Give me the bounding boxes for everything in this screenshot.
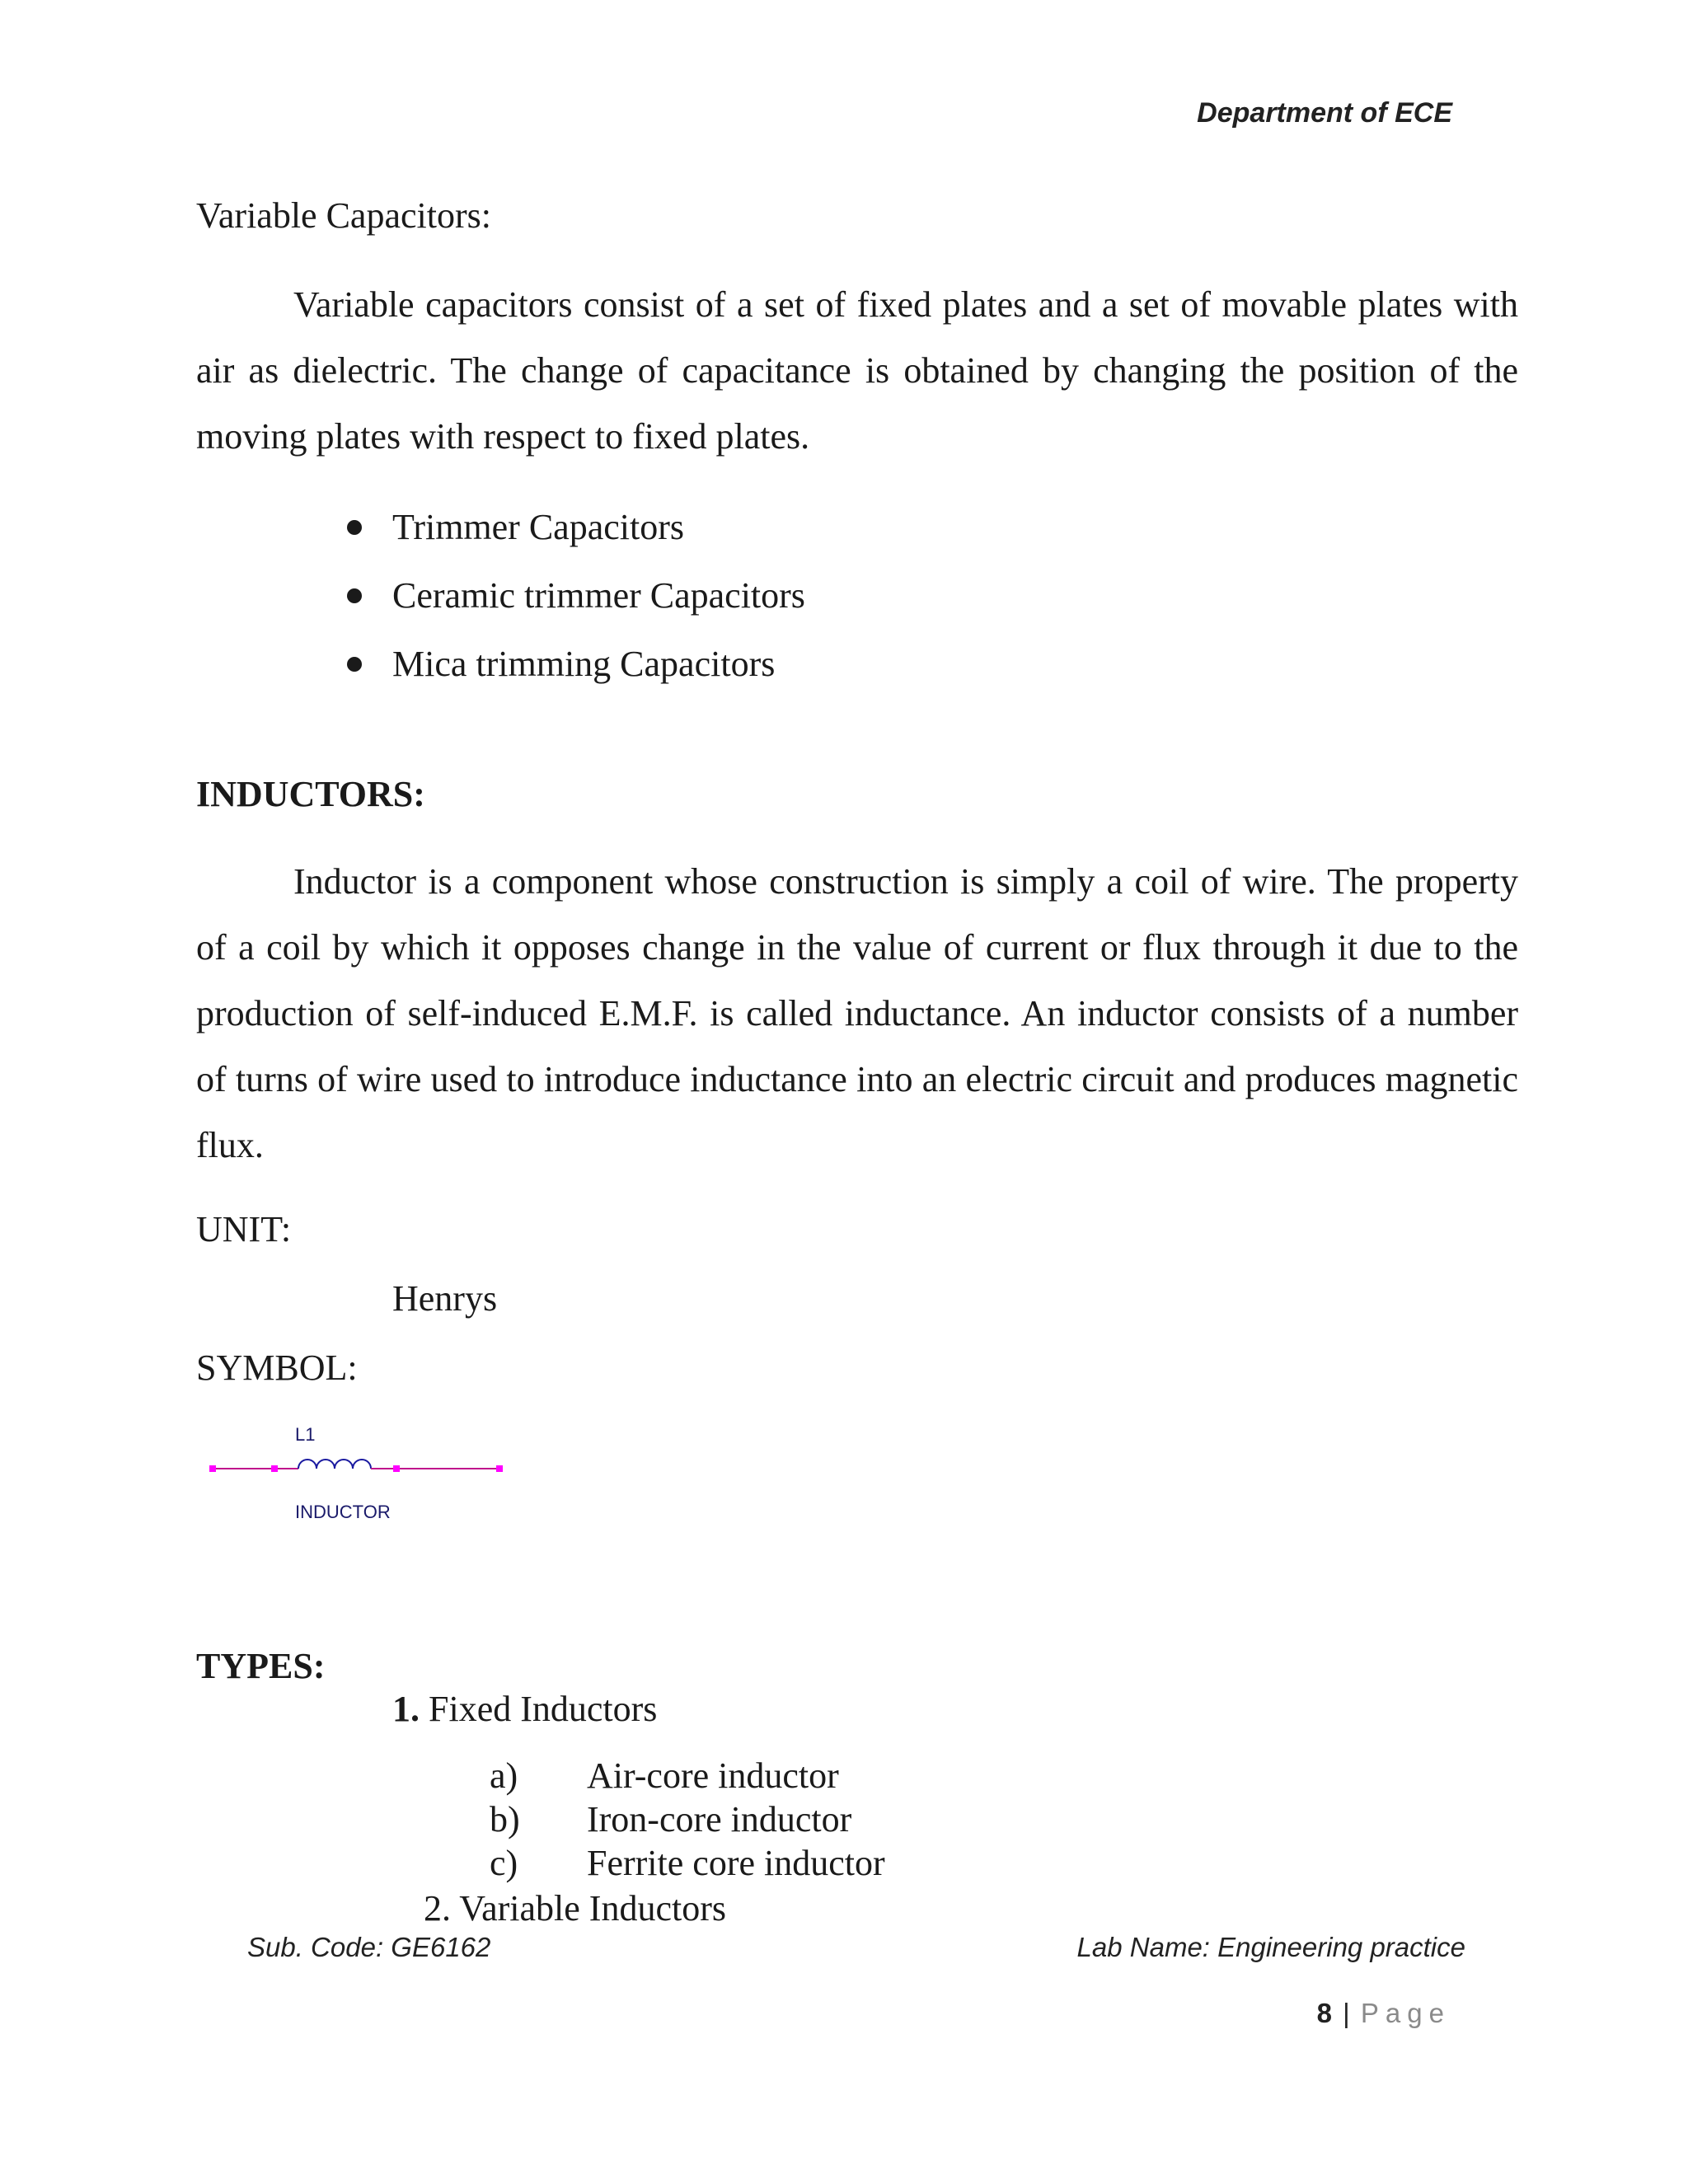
sub-item-label: Iron-core inductor	[587, 1799, 852, 1840]
types-heading: TYPES:	[196, 1646, 326, 1686]
inductors-text: Inductor is a component whose construction is simply a coil of wire. The property of a coil by which it opposes change in the value of current or flux through it due to the production of self-induced E.M.F. is called inductance. An inductor consists of a number of turns of wire used to introduce inductance into an electric circuit and produces magnetic flux.	[196, 861, 1518, 1165]
inductors-heading: INDUCTORS:	[196, 774, 425, 814]
fixed-inductors-item	[392, 1688, 657, 1730]
bullet-icon	[347, 520, 362, 535]
variable-capacitors-paragraph	[196, 272, 1518, 470]
inductor-ref-label: L1	[295, 1424, 316, 1445]
terminal-dot	[496, 1465, 503, 1472]
page-word: Page	[1360, 1998, 1451, 2028]
sub-item-letter: b)	[490, 1799, 520, 1840]
list-item	[490, 1797, 885, 1841]
list-item	[490, 1841, 885, 1885]
variable-capacitors-heading: Variable Capacitors:	[196, 195, 491, 236]
page-number-value: 8	[1316, 1998, 1334, 2028]
inductor-symbol-diagram	[198, 1411, 528, 1535]
page-separator: |	[1343, 1998, 1352, 2028]
variable-inductors-item: 2. Variable Inductors	[424, 1888, 726, 1929]
inductor-name-label: INDUCTOR	[295, 1502, 391, 1522]
unit-value: Henrys	[392, 1278, 498, 1319]
inductor-coil-icon	[298, 1460, 371, 1469]
sub-item-label: Air-core inductor	[587, 1755, 839, 1796]
list-item-label: Mica trimming Capacitors	[392, 644, 776, 684]
terminal-dot	[271, 1465, 278, 1472]
unit-label: UNIT:	[196, 1209, 292, 1249]
fixed-inductors-sublist	[490, 1754, 885, 1885]
terminal-dot	[393, 1465, 400, 1472]
sub-code: Sub. Code: GE6162	[247, 1932, 491, 1962]
fixed-inductors-label: Fixed Inductors	[429, 1689, 658, 1729]
inductors-paragraph	[196, 849, 1518, 1179]
page-number	[1317, 1998, 1451, 2029]
symbol-label: SYMBOL:	[196, 1347, 358, 1388]
list-item	[345, 571, 805, 640]
list-item-label: Ceramic trimmer Capacitors	[392, 575, 805, 616]
variable-capacitors-list	[345, 503, 805, 708]
bullet-icon	[347, 657, 362, 672]
department-header: Department of ECE	[1197, 97, 1452, 129]
list-item	[345, 503, 805, 571]
terminal-dot	[209, 1465, 216, 1472]
list-item-label: Trimmer Capacitors	[392, 507, 684, 547]
list-item	[345, 640, 805, 708]
variable-capacitors-text: Variable capacitors consist of a set of fixed plates and a set of movable plates with air as dielectric. The change of capacitance is obtained by changing the position of the moving plates with respect to fixed plates.	[196, 284, 1518, 457]
lab-name: Lab Name: Engineering practice	[1076, 1932, 1465, 1962]
sub-item-letter: c)	[490, 1843, 518, 1883]
sub-item-letter: a)	[490, 1755, 518, 1796]
bullet-icon	[347, 588, 362, 603]
fixed-inductors-number: 1.	[392, 1689, 420, 1729]
sub-item-label: Ferrite core inductor	[587, 1843, 885, 1883]
list-item	[490, 1754, 885, 1797]
